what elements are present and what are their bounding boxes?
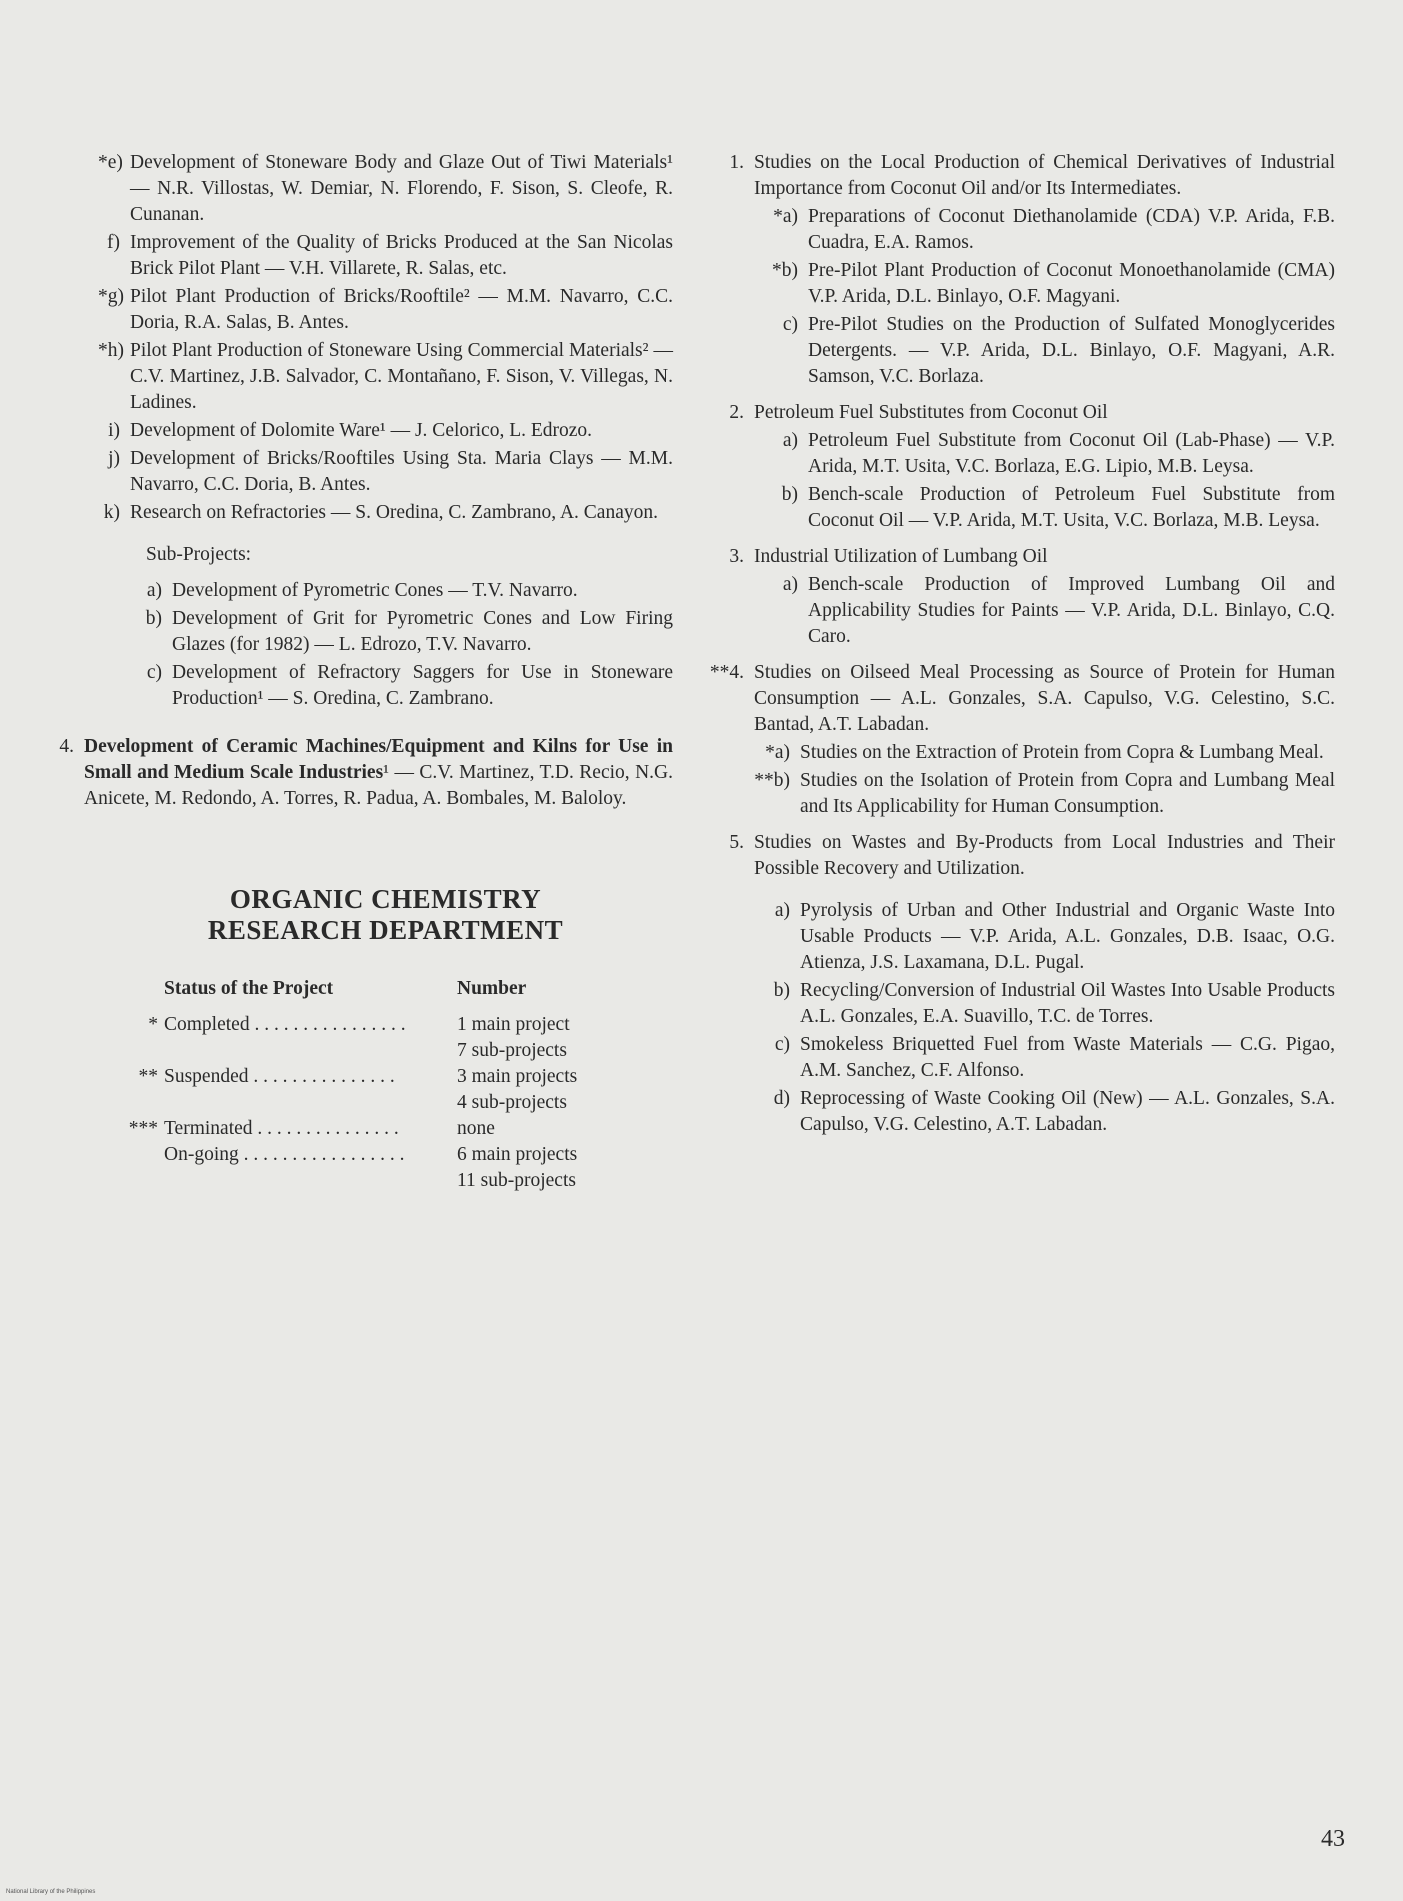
item-marker: 2. — [729, 402, 744, 423]
item-text: Studies on Oilseed Meal Processing as Source of Protein for Human Consumption — A.L. Gonzales, S.A. Capulso, V.G. Celestino, S.C. Bantad, A.T. Labadan. — [754, 662, 1335, 735]
row-number — [439, 1012, 577, 1064]
item-marker: **b) — [754, 770, 790, 791]
item-text: Studies on the Extraction of Protein from Copra & Lumbang Meal. — [800, 742, 1324, 763]
status-table — [98, 976, 577, 1194]
item-marker: *b) — [772, 260, 798, 281]
item-bold-text: Development of Ceramic Machines/Equipment and Kilns for Use in Small and Medium Scale Industries — [84, 736, 673, 783]
item-marker: c) — [774, 1034, 790, 1055]
list-item-e — [98, 150, 673, 228]
item-marker: 4. — [59, 736, 74, 757]
row-star: *** — [128, 1118, 158, 1139]
item-marker: b) — [781, 484, 798, 505]
item-text — [84, 734, 673, 812]
right-column — [700, 150, 1335, 1140]
item-text: Preparations of Coconut Diethanolamide (CDA) V.P. Arida, F.B. Cuadra, E.A. Ramos. — [808, 206, 1335, 253]
item-text: Studies on the Isolation of Protein from Copra and Lumbang Meal and Its Applicability for Human Consumption. — [800, 770, 1335, 817]
row-status: Suspended . . . . . . . . . . . . . . . — [164, 1066, 395, 1087]
item-text: Reprocessing of Waste Cooking Oil (New) — A.L. Gonzales, S.A. Capulso, V.G. Celestino, A.T. Labadan. — [800, 1088, 1335, 1135]
item-marker: b) — [145, 608, 162, 629]
list-item-g — [98, 284, 673, 336]
item-text: Development of Pyrometric Cones — T.V. Navarro. — [172, 580, 578, 601]
item-text: Development of Refractory Saggers for Use in Stoneware Production¹ — S. Oredina, C. Zambrano. — [172, 662, 673, 709]
list-item — [746, 740, 1335, 766]
row-number-main: 6 main projects — [457, 1144, 578, 1165]
row-number-sub: 4 sub-projects — [457, 1092, 567, 1113]
status-table-header — [98, 976, 577, 1012]
project-2-subs — [754, 428, 1335, 534]
list-item — [746, 978, 1335, 1030]
item-marker: c) — [146, 662, 162, 683]
footer-credit: National Library of the Philippines — [6, 1889, 96, 1895]
item-marker: **4. — [709, 662, 744, 683]
list-item-f — [98, 230, 673, 282]
item-marker: 5. — [729, 832, 744, 853]
left-column — [59, 150, 673, 1194]
item-text: Bench-scale Production of Improved Lumbang Oil and Applicability Studies for Paints — V.P. Arida, D.L. Binlayo, C.Q. Caro. — [808, 574, 1335, 647]
item-marker: *e) — [98, 152, 123, 173]
item-marker: a) — [774, 900, 790, 921]
item-marker: 1. — [729, 152, 744, 173]
item-marker: d) — [773, 1088, 790, 1109]
list-item — [754, 258, 1335, 310]
project-5 — [700, 830, 1335, 882]
page-number: 43 — [1321, 1826, 1345, 1852]
list-item-4 — [42, 734, 673, 812]
item-text: Smokeless Briquetted Fuel from Waste Materials — C.G. Pigao, A.M. Sanchez, C.F. Alfonso. — [800, 1034, 1335, 1081]
item-text: Development of Dolomite Ware¹ — J. Celorico, L. Edrozo. — [130, 420, 593, 441]
list-item-i — [98, 418, 673, 444]
item-marker: *g) — [98, 286, 124, 307]
list-item — [746, 1032, 1335, 1084]
item-text: Studies on Wastes and By-Products from Local Industries and Their Possible Recovery and Utilization. — [754, 832, 1335, 879]
item-marker: a) — [782, 574, 798, 595]
row-star — [98, 1142, 164, 1194]
item-text: Pre-Pilot Studies on the Production of Sulfated Monoglycerides Detergents. — V.P. Arida, D.L. Binlayo, O.F. Magyani, A.R. Samson, V.C. Borlaza. — [808, 314, 1335, 387]
list-item — [746, 898, 1335, 976]
list-item — [746, 1086, 1335, 1138]
item-text: Bench-scale Production of Petroleum Fuel Substitute from Coconut Oil — V.P. Arida, M.T. Usita, V.C. Borlaza, M.B. Leysa. — [808, 484, 1335, 531]
list-item-k — [98, 500, 673, 526]
row-number-main: 1 main project — [457, 1014, 570, 1035]
item-text: Pre-Pilot Plant Production of Coconut Monoethanolamide (CMA) V.P. Arida, D.L. Binlayo, O.F. Magyani. — [808, 260, 1335, 307]
item-marker: *h) — [98, 340, 124, 361]
department-heading — [98, 884, 673, 946]
project-4-subs — [746, 740, 1335, 820]
table-row — [98, 1064, 577, 1116]
item-text: Improvement of the Quality of Bricks Produced at the San Nicolas Brick Pilot Plant — V.H. Villarete, R. Salas, etc. — [130, 232, 673, 279]
heading-line-1: ORGANIC CHEMISTRY — [229, 884, 542, 914]
row-number-main: 3 main projects — [457, 1066, 578, 1087]
list-item-h — [98, 338, 673, 416]
table-row — [98, 1116, 577, 1142]
item-marker: b) — [773, 980, 790, 1001]
subproject-c — [140, 660, 673, 712]
heading-line-2: RESEARCH DEPARTMENT — [207, 915, 564, 945]
item-text: Industrial Utilization of Lumbang Oil — [754, 546, 1048, 567]
list-item — [746, 768, 1335, 820]
project-3-subs — [754, 572, 1335, 650]
list-item-j — [98, 446, 673, 498]
project-1-subs — [754, 204, 1335, 390]
column-header-status: Status of the Project — [164, 978, 334, 999]
list-item — [754, 572, 1335, 650]
project-5-subs — [746, 898, 1335, 1138]
item-text: Development of Grit for Pyrometric Cones and Low Firing Glazes (for 1982) — L. Edrozo, T.V. Navarro. — [172, 608, 673, 655]
subproject-b — [140, 606, 673, 658]
list-item — [754, 312, 1335, 390]
item-marker: f) — [107, 232, 120, 253]
table-row — [98, 1142, 577, 1194]
item-text: Studies on the Local Production of Chemical Derivatives of Industrial Importance from Coconut Oil and/or Its Intermediates. — [754, 152, 1335, 199]
row-number — [439, 1064, 577, 1116]
item-marker: j) — [108, 448, 120, 469]
item-text: Petroleum Fuel Substitute from Coconut Oil (Lab-Phase) — V.P. Arida, M.T. Usita, V.C. Borlaza, E.G. Lipio, M.B. Leysa. — [808, 430, 1335, 477]
row-status: Completed . . . . . . . . . . . . . . . . — [164, 1014, 406, 1035]
item-text: Petroleum Fuel Substitutes from Coconut Oil — [754, 402, 1108, 423]
list-item — [754, 428, 1335, 480]
item-text: Pilot Plant Production of Stoneware Using Commercial Materials² — C.V. Martinez, J.B. Salvador, C. Montañano, F. Sison, V. Villegas, N. Ladines. — [130, 340, 673, 413]
item-text: Pilot Plant Production of Bricks/Rooftile² — M.M. Navarro, C.C. Doria, R.A. Salas, B. Antes. — [130, 286, 673, 333]
list-item — [754, 482, 1335, 534]
subprojects-list — [140, 578, 673, 712]
row-number — [439, 1142, 577, 1194]
row-star: * — [148, 1014, 158, 1035]
item-marker: *a) — [765, 742, 790, 763]
item-marker: i) — [108, 420, 120, 441]
item-marker: c) — [782, 314, 798, 335]
row-star: ** — [138, 1066, 158, 1087]
item-marker: 3. — [729, 546, 744, 567]
item-text: Pyrolysis of Urban and Other Industrial and Organic Waste Into Usable Products — V.P. Arida, A.L. Gonzales, D.B. Isaac, O.G. Atienza, J.S. Laxamana, D.L. Pugal. — [800, 900, 1335, 973]
item-text: Development of Stoneware Body and Glaze Out of Tiwi Materials¹ — N.R. Villostas, W. Demiar, N. Florendo, F. Sison, S. Cleofe, R. Cunanan. — [130, 152, 673, 225]
list-item — [754, 204, 1335, 256]
item-marker: *a) — [773, 206, 798, 227]
row-number-sub: 11 sub-projects — [457, 1170, 576, 1191]
item-text: Research on Refractories — S. Oredina, C. Zambrano, A. Canayon. — [130, 502, 658, 523]
subproject-a — [140, 578, 673, 604]
project-3 — [700, 544, 1335, 570]
row-status: Terminated . . . . . . . . . . . . . . . — [164, 1118, 399, 1139]
row-status: On-going . . . . . . . . . . . . . . . . . — [164, 1144, 405, 1165]
subprojects-label: Sub-Projects: — [146, 544, 252, 565]
row-number-sub: 7 sub-projects — [457, 1040, 567, 1061]
item-authors: ¹ — C.V. Martinez, T.D. Recio, N.G. Anicete, M. Redondo, A. Torres, R. Padua, A. Bombales, M. Baloloy. — [84, 762, 673, 809]
table-row — [98, 1012, 577, 1064]
project-1 — [700, 150, 1335, 202]
column-header-number: Number — [457, 978, 527, 999]
row-number-main: none — [457, 1118, 495, 1139]
item-marker: a) — [146, 580, 162, 601]
item-marker: a) — [782, 430, 798, 451]
row-number — [439, 1116, 577, 1142]
project-2 — [700, 400, 1335, 426]
item-text: Recycling/Conversion of Industrial Oil Wastes Into Usable Products A.L. Gonzales, E.A. Suavillo, T.C. de Torres. — [800, 980, 1335, 1027]
item-text: Development of Bricks/Rooftiles Using Sta. Maria Clays — M.M. Navarro, C.C. Doria, B. Antes. — [130, 448, 673, 495]
project-4 — [700, 660, 1335, 738]
item-marker: k) — [103, 502, 120, 523]
